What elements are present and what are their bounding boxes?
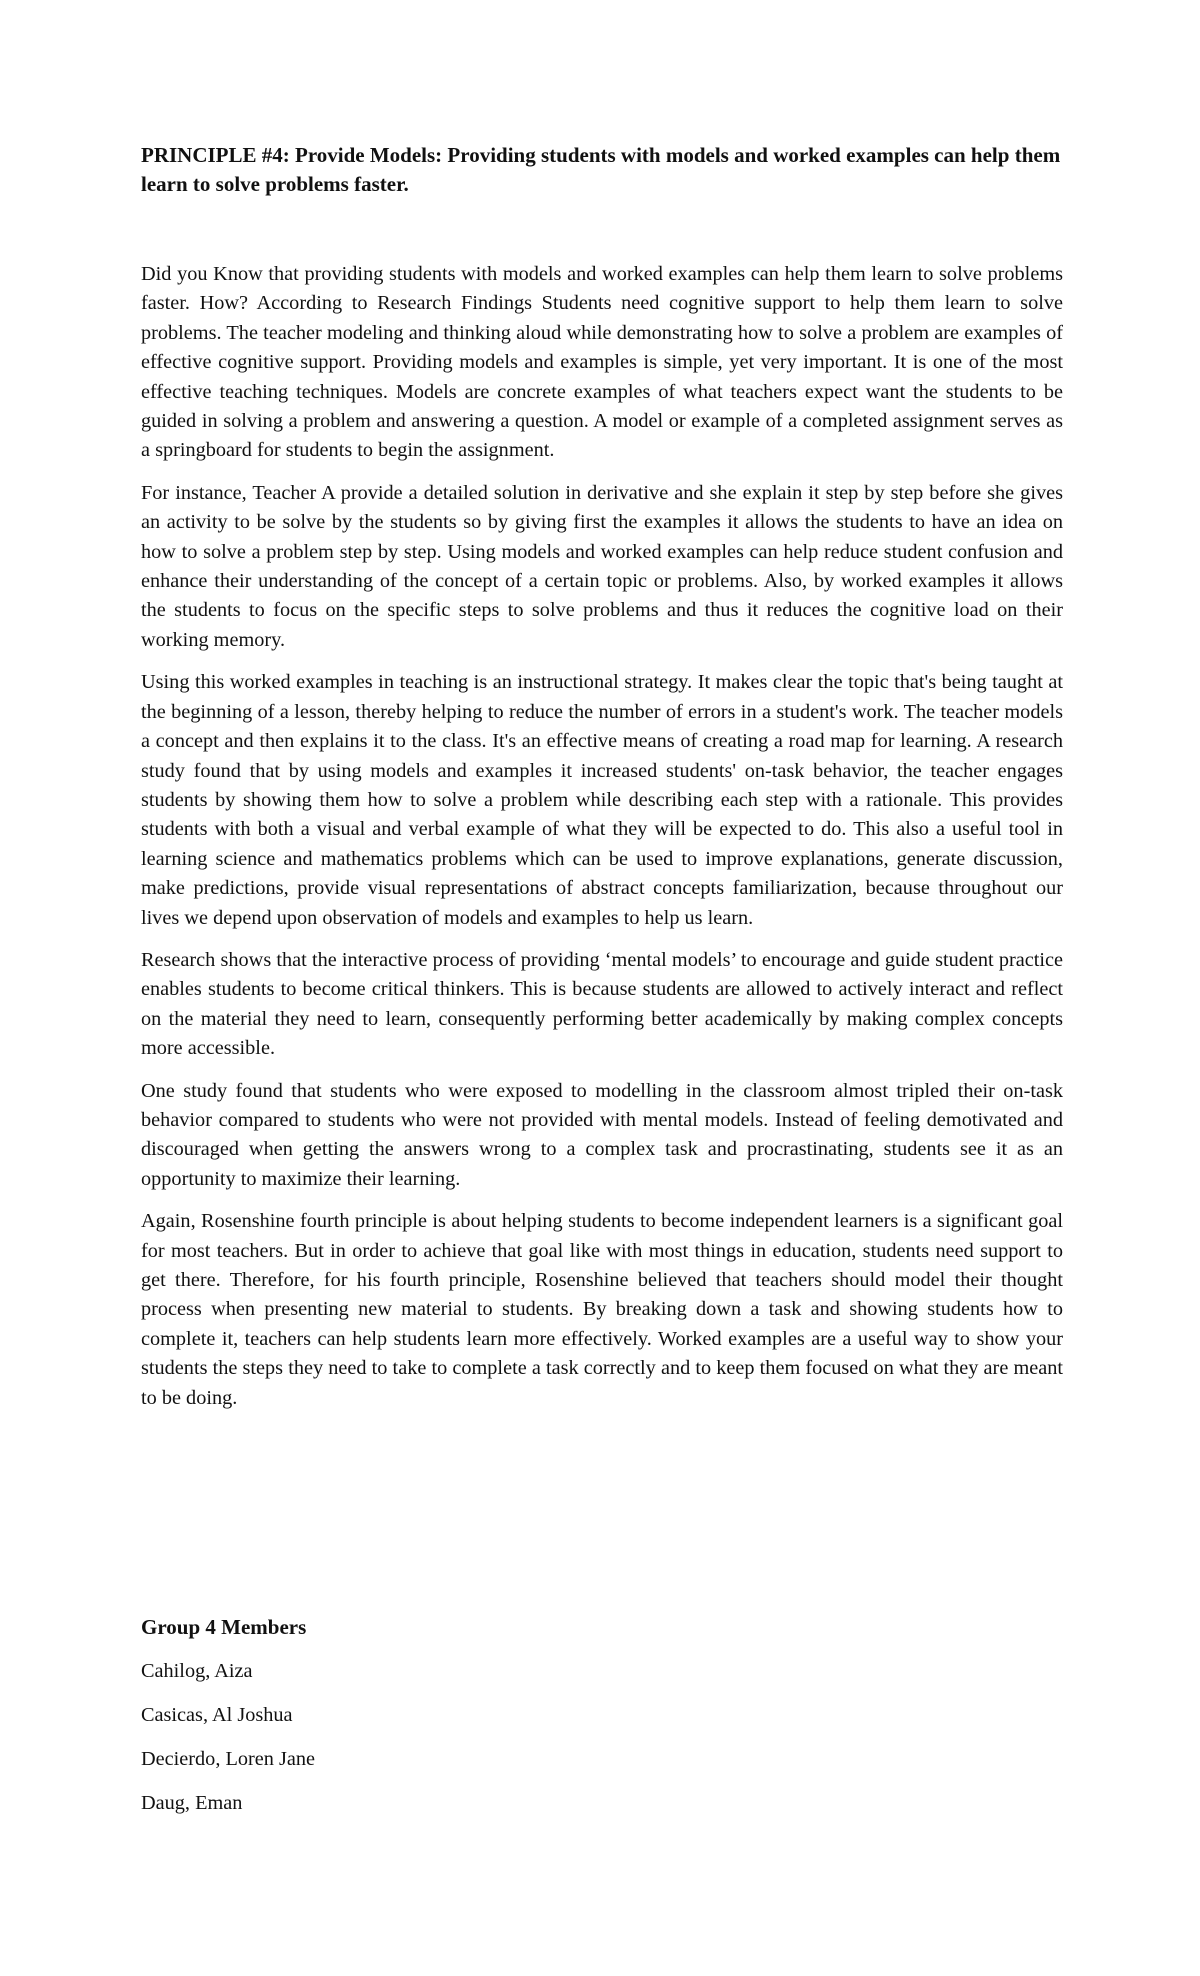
paragraph-study: One study found that students who were exposed to modelling in the classroom almost tripled their on-task behavior compared to students who were not provided with mental models. Instead of feeling demotivated and discouraged when getting the answers wrong to a complex task and procrastinating, students see it as an opportunity to maximize their learning. — [141, 1079, 1063, 1190]
paragraph-research: Research shows that the interactive process of providing ‘mental models’ to encourage and guide student practice enables students to become critical thinkers. This is because students are allowed to actively interact and reflect on the material they need to learn, consequently performing better academically by making complex concepts more accessible. — [141, 948, 1063, 1060]
members-heading: Group 4 Members — [141, 1615, 307, 1639]
member-list — [141, 1657, 741, 1818]
member-name: Cahilog, Aiza — [141, 1660, 253, 1682]
member-name: Decierdo, Loren Jane — [141, 1748, 315, 1770]
member-name: Casicas, Al Joshua — [141, 1704, 293, 1726]
paragraph-intro: Did you Know that providing students with models and worked examples can help them learn to solve problems faster. How? According to Research Findings Students need cognitive support to help them learn to solve problems. The teacher modeling and thinking aloud while demonstrating how to solve a problem are examples of effective cognitive support. Providing models and examples is simple, yet very important. It is one of the most effective teaching techniques. Models are concrete examples of what teachers expect want the students to be guided in solving a problem and answering a question. A model or example of a completed assignment serves as a springboard for students to begin the assignment. — [141, 263, 1063, 462]
group-members-section — [141, 1613, 741, 1833]
member-name: Daug, Eman — [141, 1792, 243, 1814]
document-body — [141, 260, 1063, 1426]
paragraph-example: For instance, Teacher A provide a detailed solution in derivative and she explain it step by step before she gives an activity to be solve by the students so by giving first the examples it allows the students to have an idea on how to solve a problem step by step. Using models and worked examples can help reduce student confusion and enhance their understanding of the concept of a certain topic or problems. Also, by worked examples it allows the students to focus on the specific steps to solve problems and thus it reduces the cognitive load on their working memory. — [141, 481, 1063, 651]
paragraph-rosenshine: Again, Rosenshine fourth principle is about helping students to become independent learners is a significant goal for most teachers. But in order to achieve that goal like with most things in education, students need support to get there. Therefore, for his fourth principle, Rosenshine believed that teachers should model their thought process when presenting new material to students. By breaking down a task and showing students how to complete it, teachers can help students learn more effectively. Worked examples are a useful way to show your students the steps they need to take to complete a task correctly and to keep them focused on what they are meant to be doing. — [141, 1210, 1063, 1409]
page-title: PRINCIPLE #4: Provide Models: Providing students with models and worked examples can help them learn to solve problems faster. — [141, 143, 1061, 196]
paragraph-strategy: Using this worked examples in teaching is an instructional strategy. It makes clear the topic that's being taught at the beginning of a lesson, thereby helping to reduce the number of errors in a student's work. The teacher models a concept and then explains it to the class. It's an effective means of creating a road map for learning. A research study found that by using models and examples it increased students' on-task behavior, the teacher engages students by showing them how to solve a problem while describing each step with a rationale. This provides students with both a visual and verbal example of what they will be expected to do. This also a useful tool in learning science and mathematics problems which can be used to improve explanations, generate discussion, make predictions, provide visual representations of abstract concepts familiarization, because throughout our lives we depend upon observation of models and examples to help us learn. — [141, 671, 1063, 929]
